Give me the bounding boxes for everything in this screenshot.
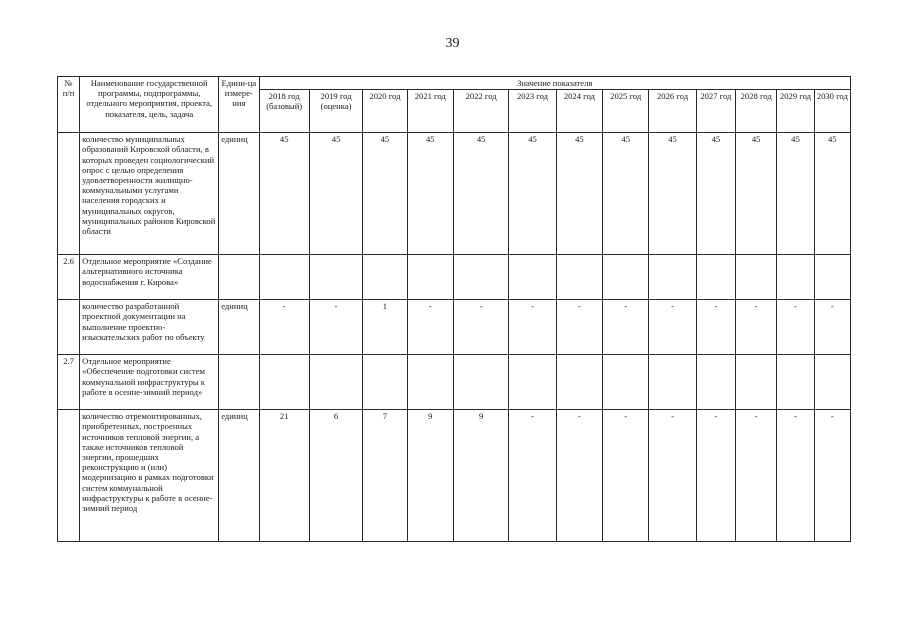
header-year-8: 2026 год: [649, 90, 696, 133]
header-year-10: 2028 год: [736, 90, 777, 133]
page-number: 39: [445, 36, 460, 51]
row-name: Отдельное мероприятие «Обеспечение подготовки систем коммунальной инфраструктуры к работе в осенне-зимний период»: [80, 355, 219, 410]
table-row: [58, 410, 851, 542]
row-value-1: [309, 255, 362, 300]
row-value-2: [363, 355, 407, 410]
row-value-3: 45: [407, 133, 453, 255]
row-value-4: [453, 355, 508, 410]
row-value-1: 6: [309, 410, 362, 542]
row-value-0: [259, 355, 309, 410]
row-value-5: [509, 355, 556, 410]
row-value-12: [814, 255, 850, 300]
row-value-10: [736, 255, 777, 300]
row-value-12: -: [814, 410, 850, 542]
header-year-12: 2030 год: [814, 90, 850, 133]
row-value-4: 45: [453, 133, 508, 255]
row-value-4: 9: [453, 410, 508, 542]
row-value-5: -: [509, 410, 556, 542]
table-row: [58, 355, 851, 410]
row-value-5: -: [509, 300, 556, 355]
row-value-12: 45: [814, 133, 850, 255]
table-row: [58, 255, 851, 300]
row-unit: единиц: [219, 410, 259, 542]
row-value-11: [777, 355, 814, 410]
header-year-4: 2022 год: [453, 90, 508, 133]
row-value-0: [259, 255, 309, 300]
row-value-2: 45: [363, 133, 407, 255]
header-unit: Едини-ца измере-ния: [219, 77, 259, 133]
row-name: количество отремонтированных, приобретенных, построенных источников тепловой энергии, а также источников тепловой энергии, прошедших реконструкцию и (или) модернизацию в рамках подготовки систем коммунальной инфраструктуры к работе в осенне-зимний период: [80, 410, 219, 542]
row-value-6: [556, 355, 602, 410]
row-value-9: -: [696, 300, 735, 355]
row-value-8: -: [649, 410, 696, 542]
row-value-5: [509, 255, 556, 300]
row-value-2: 1: [363, 300, 407, 355]
header-year-1: 2019 год (оценка): [309, 90, 362, 133]
row-value-2: 7: [363, 410, 407, 542]
row-value-10: -: [736, 300, 777, 355]
table-row: [58, 133, 851, 255]
row-value-11: 45: [777, 133, 814, 255]
row-value-9: 45: [696, 133, 735, 255]
row-value-12: -: [814, 300, 850, 355]
row-value-8: 45: [649, 133, 696, 255]
table-body: [58, 77, 851, 542]
row-value-9: [696, 255, 735, 300]
row-value-7: -: [603, 410, 649, 542]
row-value-1: -: [309, 300, 362, 355]
header-num: № п/п: [58, 77, 80, 133]
row-value-0: 21: [259, 410, 309, 542]
row-value-5: 45: [509, 133, 556, 255]
row-name: количество муниципальных образований Кировской области, в которых проведен социологический опрос с целью определения удовлетворенности жилищно-коммунальными услугами населения городских и муниципальных округов, муниципальных районов Кировской области: [80, 133, 219, 255]
row-value-6: -: [556, 410, 602, 542]
row-num: [58, 133, 80, 255]
header-year-6: 2024 год: [556, 90, 602, 133]
header-values-group: Значение показателя: [259, 77, 851, 90]
row-name: Отдельное мероприятие «Создание альтернативного источника водоснабжения г. Кирова»: [80, 255, 219, 300]
row-value-8: -: [649, 300, 696, 355]
row-value-12: [814, 355, 850, 410]
row-num: [58, 410, 80, 542]
row-value-11: [777, 255, 814, 300]
row-value-6: [556, 255, 602, 300]
row-value-0: 45: [259, 133, 309, 255]
row-value-1: [309, 355, 362, 410]
row-num: 2.6: [58, 255, 80, 300]
table-row: [58, 300, 851, 355]
row-value-10: -: [736, 410, 777, 542]
row-unit: единиц: [219, 133, 259, 255]
row-value-7: 45: [603, 133, 649, 255]
row-value-3: -: [407, 300, 453, 355]
row-unit: [219, 355, 259, 410]
row-value-3: 9: [407, 410, 453, 542]
row-value-9: -: [696, 410, 735, 542]
row-value-7: [603, 255, 649, 300]
row-value-11: -: [777, 300, 814, 355]
header-name: Наименование государственной программы, подпрограммы, отдельного мероприятия, проекта, показателя, цель, задача: [80, 77, 219, 133]
header-year-2: 2020 год: [363, 90, 407, 133]
row-value-6: -: [556, 300, 602, 355]
row-value-0: -: [259, 300, 309, 355]
row-value-10: [736, 355, 777, 410]
header-year-0: 2018 год (базовый): [259, 90, 309, 133]
indicators-table: [57, 76, 851, 542]
row-value-10: 45: [736, 133, 777, 255]
header-year-11: 2029 год: [777, 90, 814, 133]
row-value-9: [696, 355, 735, 410]
row-unit: единиц: [219, 300, 259, 355]
row-value-7: -: [603, 300, 649, 355]
row-value-8: [649, 355, 696, 410]
header-year-9: 2027 год: [696, 90, 735, 133]
table-header-row: [58, 77, 851, 90]
row-value-2: [363, 255, 407, 300]
row-unit: [219, 255, 259, 300]
row-value-6: 45: [556, 133, 602, 255]
row-value-4: [453, 255, 508, 300]
row-num: [58, 300, 80, 355]
row-name: количество разработанной проектной документации на выполнение проектно-изыскательских работ по объекту: [80, 300, 219, 355]
row-num: 2.7: [58, 355, 80, 410]
row-value-3: [407, 355, 453, 410]
row-value-1: 45: [309, 133, 362, 255]
row-value-4: -: [453, 300, 508, 355]
header-year-3: 2021 год: [407, 90, 453, 133]
row-value-3: [407, 255, 453, 300]
row-value-8: [649, 255, 696, 300]
row-value-11: -: [777, 410, 814, 542]
header-year-7: 2025 год: [603, 90, 649, 133]
header-year-5: 2023 год: [509, 90, 556, 133]
row-value-7: [603, 355, 649, 410]
